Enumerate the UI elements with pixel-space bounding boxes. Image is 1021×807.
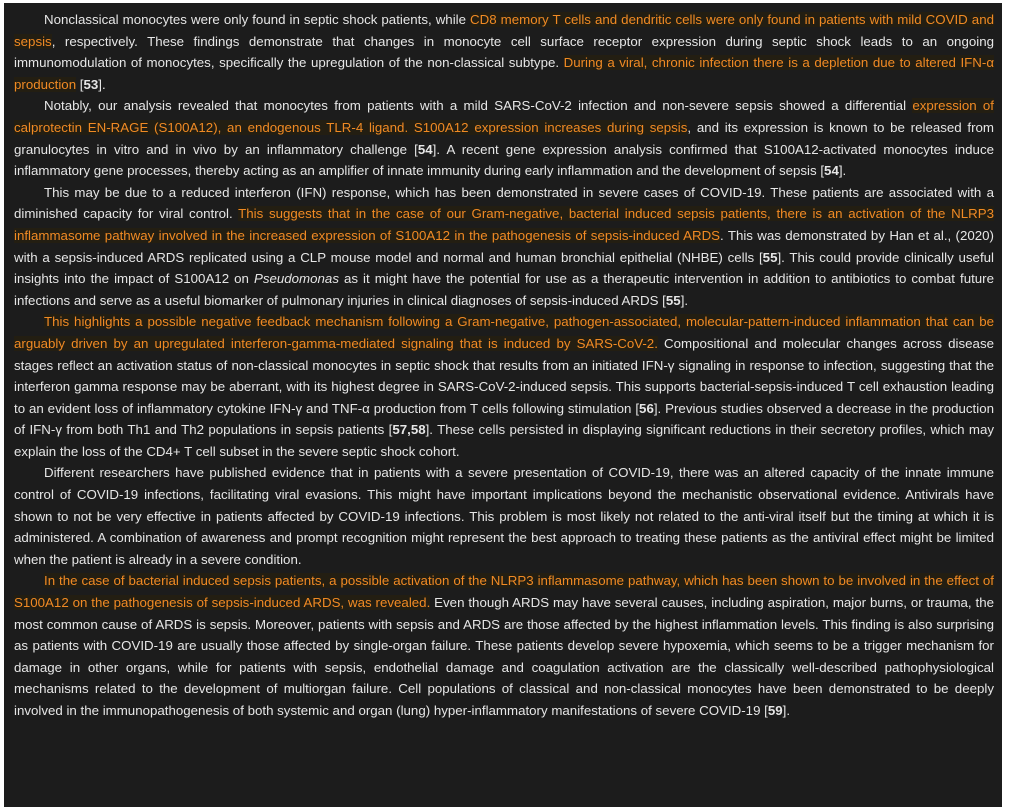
citation-link[interactable]: 57,58 xyxy=(392,422,426,438)
body-text: ]. xyxy=(98,76,106,92)
body-text: Notably, our analysis revealed that monocytes from patients with a mild SARS-CoV-2 infection and non-severe sepsis showed a differential xyxy=(44,98,913,114)
body-text: as it might have the potential for use as a therapeutic intervention in addition to antibiotics to combat future infections and serve as a useful biomarker of pulmonary injuries in clinical diagnoses of sepsis-induced ARDS [ xyxy=(14,271,995,308)
citation-link[interactable]: 54 xyxy=(824,163,839,179)
paragraph-5 xyxy=(14,462,994,570)
citation-link[interactable]: 59 xyxy=(767,703,783,718)
citation-link[interactable]: 56 xyxy=(639,400,654,416)
body-text: Different researchers have published evidence that in patients with a severe presentation of COVID-19, there was an altered capacity of the innate immune control of COVID-19 infections, facilitating viral evasions. This might have important implications beyond the mechanistic observational evidence. Antivirals have shown to not be very effective in patients affected by COVID-19 infections. This problem is most likely not related to the anti-viral itself but the timing at which it is administered. A combination of awareness and prompt recognition might represent the best approach to treating these patients as the antiviral effect might be limited when the patient is already in a severe condition. xyxy=(14,465,994,567)
paragraph-4 xyxy=(14,311,994,462)
highlighted-passage: During a viral, chronic infection there is a depletion due to altered IFN-α production xyxy=(14,55,995,92)
body-text: , respectively. These findings demonstrate that changes in monocyte cell surface receptor expression during septic shock leads to an ongoing immunomodulation of monocytes, specifically the upregulation of the non-classical subtype. xyxy=(14,33,994,71)
citation-link[interactable]: 55 xyxy=(665,292,681,308)
body-text: . This was demonstrated by Han et al., (2020) with a sepsis-induced ARDS replicated using a CLP mouse model and normal and human bronchial epithelial (NHBE) cells [ xyxy=(14,227,994,265)
body-text: ]. These cells persisted in displaying significant reductions in their secretory profiles, which may explain the loss of the CD4+ T cell subset in the severe septic shock cohort. xyxy=(14,422,995,459)
body-text: ]. A recent gene expression analysis confirmed that S100A12-activated monocytes induce inflammatory gene processes, thereby acting as an amplifier of innate immunity during early inflammation and the development of sepsis [ xyxy=(14,141,994,179)
paragraph-6 xyxy=(14,570,994,721)
highlighted-passage: CD8 memory T cells and dendritic cells were only found in patients with mild COVID and sepsis xyxy=(14,12,994,49)
highlighted-passage: expression of calprotectin EN-RAGE (S100A12), an endogenous TLR-4 ligand. S100A12 expression increases during sepsis xyxy=(14,98,994,135)
body-text: ]. This could provide clinically useful insights into the impact of S100A12 on xyxy=(14,249,994,287)
body-text: ]. xyxy=(782,703,791,718)
paragraph-3 xyxy=(14,182,994,312)
citation-link[interactable]: 54 xyxy=(417,141,433,157)
body-text: This may be due to a reduced interferon (IFN) response, which has been demonstrated in severe cases of COVID-19. These patients are associated with a diminished capacity for viral control. xyxy=(14,184,994,222)
body-text: Even though ARDS may have several causes, including aspiration, major burns, or trauma, the most common cause of ARDS is sepsis. Moreover, patients with sepsis and ARDS are those affected by the highest inflammation levels. This finding is also surprising as patients with COVID-19 are usually those affected by single-organ failure. These patients develop severe hypoxemia, which seems to be a trigger mechanism for damage in other organs, while for patients with sepsis, endothelial damage and coagulation activation are the classically well-described pathophysiological mechanisms related to the development of multiorgan failure. Cell populations of classical and non-classical monocytes have been demonstrated to be deeply involved in the immunopathogenesis of both systemic and organ (lung) hyper-inflammatory manifestations of severe COVID-19 [ xyxy=(14,595,994,718)
body-text: [ xyxy=(76,76,84,92)
body-text: ]. xyxy=(838,163,847,179)
body-text: ]. xyxy=(680,292,689,308)
highlighted-passage: This suggests that in the case of our Gram-negative, bacterial induced sepsis patients, there is an activation of the NLRP3 inflammasome pathway involved in the increased expression of S100A12 in the pathogenesis of sepsis-induced ARDS xyxy=(14,206,994,243)
body-text: Compositional and molecular changes across disease stages reflect an activation status of non-classical monocytes in septic shock that results from an initiated IFN-γ signaling in response to infection, suggesting that the interferon gamma response may be aberrant, with its highest degree in SARS-CoV-2-induced sepsis. This supports bacterial-sepsis-induced T cell exhaustion leading to an evident loss of inflammatory cytokine IFN-γ and TNF-α production from T cells following stimulation [ xyxy=(14,335,994,416)
italic-term: Pseudomonas xyxy=(253,271,339,287)
highlighted-passage: In the case of bacterial induced sepsis patients, a possible activation of the NLRP3 inflammasome pathway, which has been shown to be involved in the effect of S100A12 on the pathogenesis of sepsis-induced ARDS, was revealed. xyxy=(14,573,994,611)
article-body xyxy=(4,3,1002,807)
body-text: , and its expression is known to be released from granulocytes in vitro and in vivo by an inflammatory challenge [ xyxy=(14,119,995,157)
body-text: Nonclassical monocytes were only found in septic shock patients, while xyxy=(44,12,471,27)
paragraph-2 xyxy=(14,95,994,181)
paragraph-1 xyxy=(14,9,994,95)
body-text: ]. Previous studies observed a decrease in the production of IFN-γ from both Th1 and Th2 populations in sepsis patients [ xyxy=(14,400,994,438)
citation-link[interactable]: 53 xyxy=(83,76,99,92)
citation-link[interactable]: 55 xyxy=(762,249,778,265)
highlighted-passage: This highlights a possible negative feedback mechanism following a Gram-negative, pathogen-associated, molecular-pattern-induced inflammation that can be arguably driven by an upregulated interferon-gamma-mediated signaling that is induced by SARS-CoV-2. xyxy=(14,314,994,351)
